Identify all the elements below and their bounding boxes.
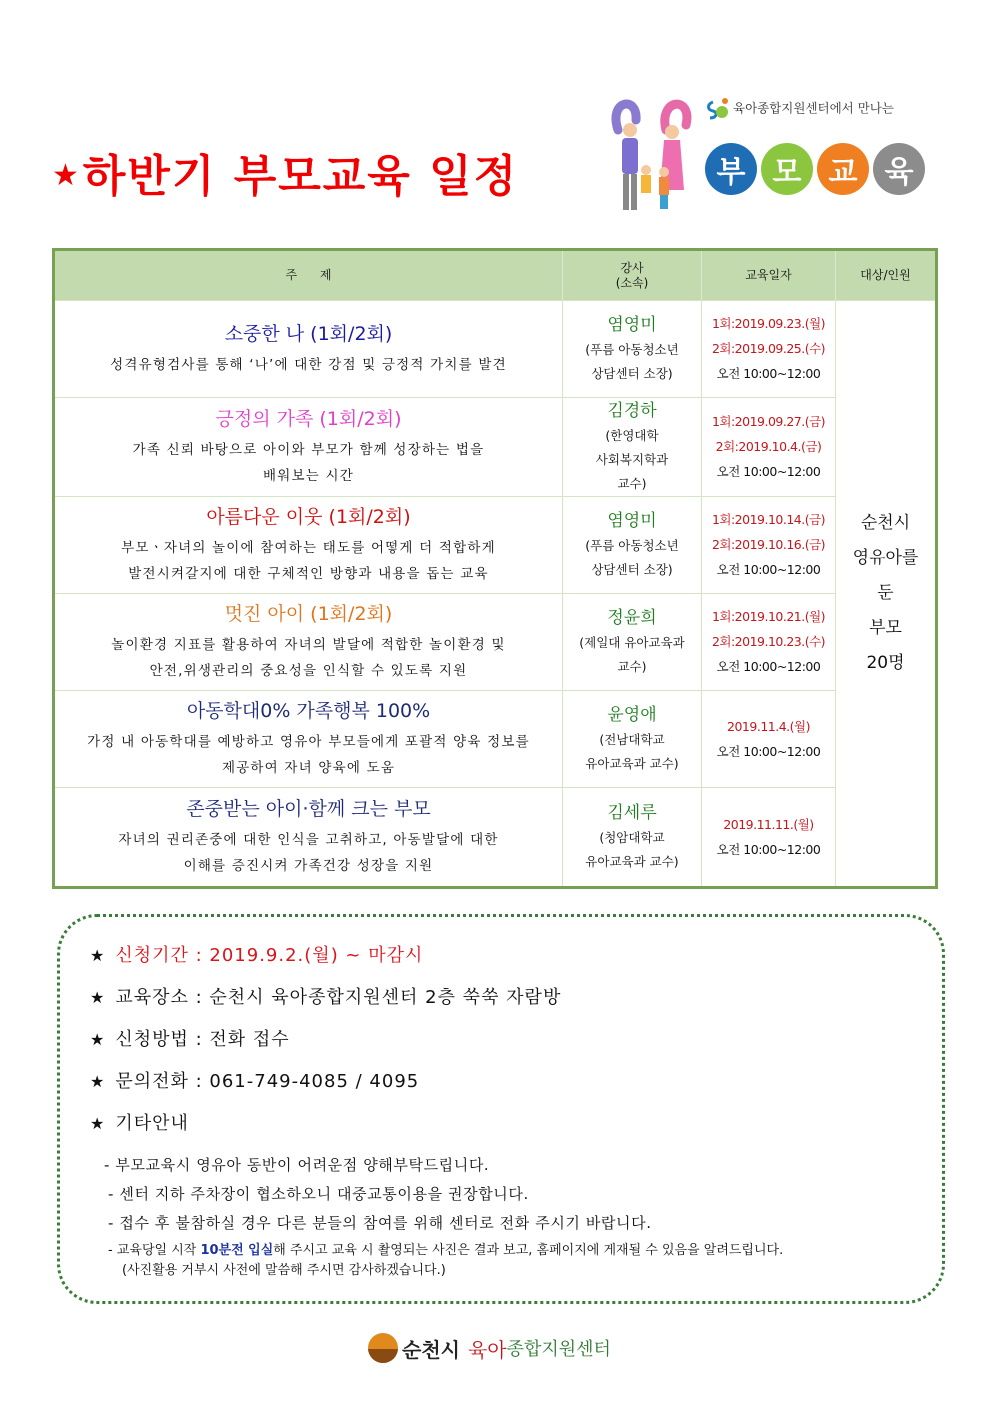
footer-center-part2: 종합지원센터 (506, 1339, 611, 1360)
center-logo-icon (705, 96, 731, 122)
city-emblem-icon (368, 1333, 398, 1363)
info-item-phone: ★ 문의전화 : 061-749-4085 / 4095 (90, 1071, 420, 1092)
logo-circle: 교 (817, 143, 869, 195)
info-item-location: ★ 교육장소 : 순천시 육아종합지원센터 2층 쑥쑥 자람방 (90, 987, 562, 1008)
star-bullet-icon: ★ (90, 1114, 106, 1133)
date-cell: 2019.11.11.(월) 오전 10:00~12:00 (702, 788, 836, 888)
date-cell: 1회:2019.10.21.(월) 2회:2019.10.23.(수) 오전 10:00~12:00 (702, 594, 836, 691)
topic-title: 존중받는 아이·함께 크는 부모 (186, 798, 431, 820)
instructor-name: 염영미 (607, 315, 657, 335)
topic-desc: 성격유형검사를 통해 ‘나’에 대한 강점 및 긍정적 가치를 발견 (110, 357, 507, 373)
page-title-text: 하반기 부모교육 일정 (82, 151, 519, 202)
star-bullet-icon: ★ (90, 946, 106, 965)
instructor-name: 김경하 (607, 401, 657, 421)
instructor-name: 김세루 (607, 803, 657, 823)
logo-tagline: 육아종합지원센터에서 만나는 (705, 96, 894, 122)
star-bullet-icon: ★ (90, 1030, 106, 1049)
logo-circle: 육 (873, 143, 925, 195)
instructor-name: 정윤희 (607, 608, 657, 628)
topic-cell: 아동학대0% 가족행복 100% 가정 내 아동학대를 예방하고 영유아 부모들에게 포괄적 양육 정보를 제공하여 자녀 양육에 도움 (54, 691, 563, 788)
instructor-cell: 윤영애 (전남대학교 유아교육과 교수) (563, 691, 702, 788)
instructor-name: 윤영애 (607, 705, 657, 725)
info-item-method: ★ 신청방법 : 전화 접수 (90, 1029, 290, 1050)
logo-circle: 부 (705, 143, 757, 195)
header-target: 대상/인원 (836, 250, 937, 301)
header-topic: 주 제 (54, 250, 563, 301)
topic-cell: 멋진 아이 (1회/2회) 놀이환경 지표를 활용하여 자녀의 발달에 적합한 놀이환경 및 안전,위생관리의 중요성을 인식할 수 있도록 지원 (54, 594, 563, 691)
emphasis-text: 10분전 입실 (200, 1243, 274, 1258)
topic-title: 긍정의 가족 (1회/2회) (215, 408, 402, 430)
topic-title: 멋진 아이 (1회/2회) (224, 603, 393, 625)
family-illustration-icon (608, 90, 703, 218)
table-row (54, 788, 937, 888)
date-cell: 1회:2019.10.14.(금) 2회:2019.10.16.(금) 오전 10:00~12:00 (702, 497, 836, 594)
page-title (52, 140, 518, 204)
instructor-cell: 염영미 (푸름 아동청소년 상담센터 소장) (563, 497, 702, 594)
star-bullet-icon: ★ (90, 988, 106, 1007)
topic-cell (54, 301, 563, 398)
topic-cell: 긍정의 가족 (1회/2회) 가족 신뢰 바탕으로 아이와 부모가 함께 성장하는 법을 배워보는 시간 (54, 398, 563, 497)
header-date: 교육일자 (702, 250, 836, 301)
footer-logo (368, 1330, 611, 1366)
instructor-cell: 염영미 (푸름 아동청소년 상담센터 소장) (563, 301, 702, 398)
note-item: - 센터 지하 주차장이 협소하오니 대중교통이용을 권장합니다. (108, 1185, 529, 1203)
header-instructor: 강사 (소속) (563, 250, 702, 301)
topic-cell: 아름다운 이웃 (1회/2회) 부모ㆍ자녀의 놀이에 참여하는 태도를 어떻게 더 적합하게 발전시켜갈지에 대한 구체적인 방향과 내용을 돕는 교육 (54, 497, 563, 594)
star-icon: ★ (52, 158, 81, 193)
table-row (54, 497, 937, 594)
instructor-cell: 김경하 (한영대학 사회복지학과 교수) (563, 398, 702, 497)
star-bullet-icon: ★ (90, 1072, 106, 1091)
note-item: (사진활용 거부시 사전에 말씀해 주시면 감사하겠습니다.) (122, 1263, 446, 1278)
date-cell: 2019.11.4.(월) 오전 10:00~12:00 (702, 691, 836, 788)
table-row (54, 691, 937, 788)
topic-title: 소중한 나 (1회/2회) (224, 323, 393, 345)
date-cell: 1회:2019.09.23.(월) 2회:2019.09.25.(수) 오전 10:00~12:00 (702, 301, 836, 398)
date-cell: 1회:2019.09.27.(금) 2회:2019.10.4.(금) 오전 10:00~12:00 (702, 398, 836, 497)
logo-circles (705, 143, 925, 195)
info-item-other: ★ 기타안내 (90, 1113, 189, 1134)
table-row (54, 398, 937, 497)
instructor-cell: 김세루 (청암대학교 유아교육과 교수) (563, 788, 702, 888)
info-box (57, 914, 945, 1304)
note-item: - 교육당일 시작 10분전 입실해 주시고 교육 시 촬영되는 사진은 결과 보고, 홈페이지에 게재될 수 있음을 알려드립니다. (108, 1243, 784, 1258)
schedule-table (52, 248, 938, 889)
instructor-cell: 정윤희 (제일대 유아교육과 교수) (563, 594, 702, 691)
note-item: - 접수 후 불참하실 경우 다른 분들의 참여를 위해 센터로 전화 주시기 바랍니다. (108, 1214, 652, 1232)
note-item: - 부모교육시 영유아 동반이 어려운점 양해부탁드립니다. (104, 1156, 490, 1174)
footer-center-part1: 육아 (467, 1337, 507, 1362)
topic-title: 아름다운 이웃 (1회/2회) (206, 506, 411, 528)
footer-city: 순천시 (402, 1337, 460, 1362)
table-row (54, 301, 937, 398)
table-row (54, 594, 937, 691)
info-item-application-period: ★ 신청기간 : 2019.9.2.(월) ~ 마감시 (90, 945, 424, 966)
topic-title: 아동학대0% 가족행복 100% (186, 700, 431, 722)
instructor-name: 염영미 (607, 511, 657, 531)
topic-cell: 존중받는 아이·함께 크는 부모 자녀의 권리존중에 대한 인식을 고취하고, 아동발달에 대한 이해를 증진시켜 가족건강 성장을 지원 (54, 788, 563, 888)
logo-circle: 모 (761, 143, 813, 195)
table-header-row (54, 250, 937, 301)
parent-education-logo (600, 88, 930, 223)
target-cell: 순천시 영유아를 둔 부모 20명 (836, 301, 937, 888)
